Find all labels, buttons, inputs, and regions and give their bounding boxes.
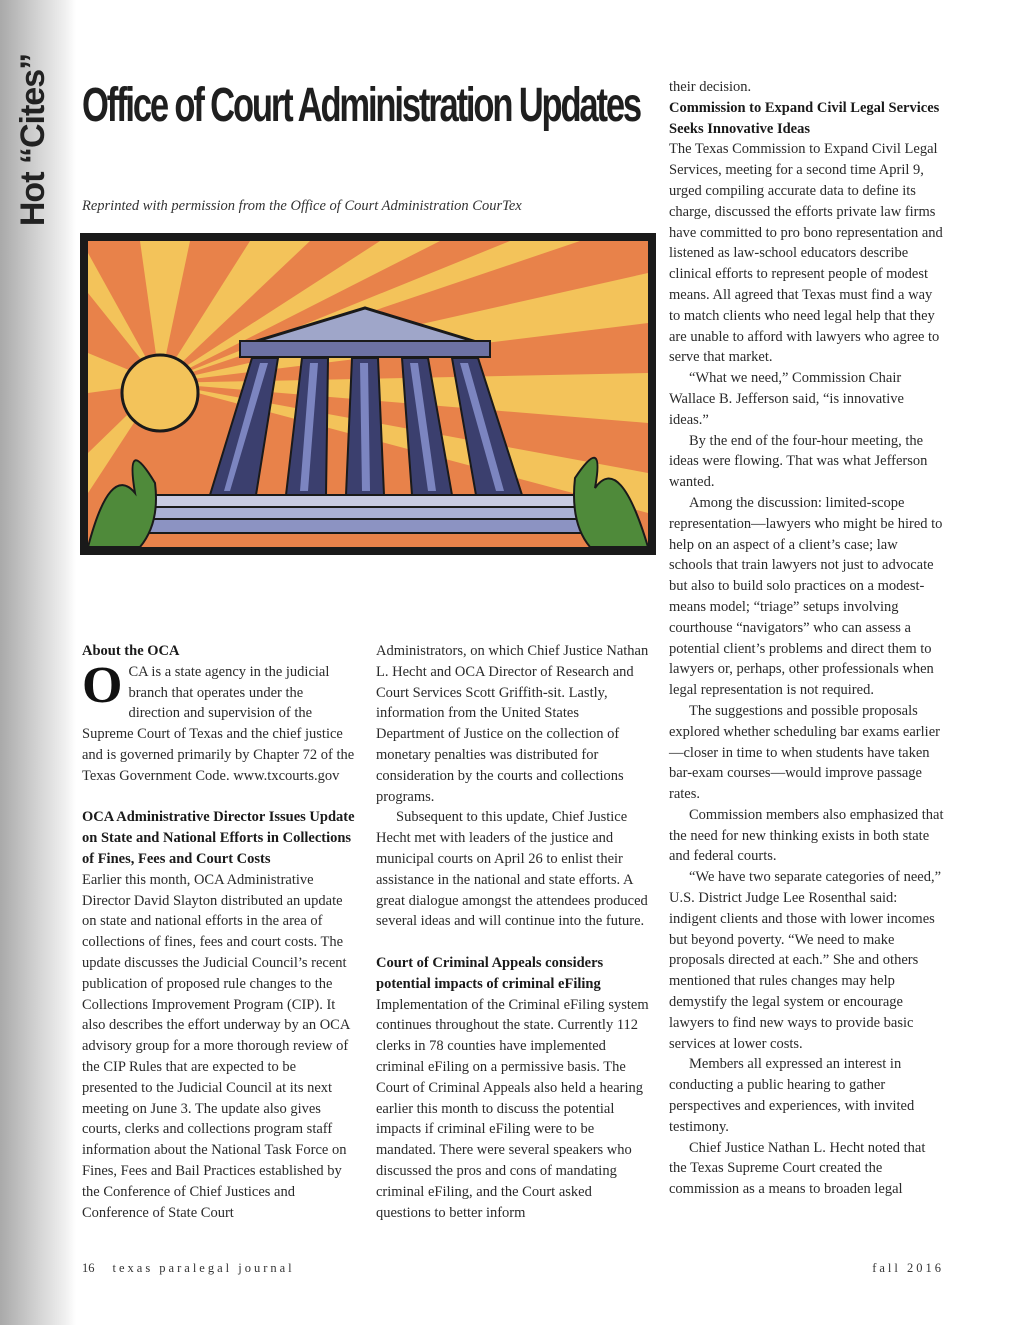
paragraph-administrators: Administrators, on which Chief Justice Nathan L. Hecht and OCA Director of Research and Court Services Scott Griffith-sit. Lastly, information from the United States Department of Justice on the collection of monetary penalties was distributed for consideration by the courts and collections programs. (376, 643, 649, 805)
heading-criminal-efiling: Court of Criminal Appeals considers potential impacts of criminal eFiling (376, 954, 604, 992)
column-1 (82, 641, 355, 1223)
drop-cap: O (82, 656, 123, 714)
paragraph-about-oca (82, 656, 355, 787)
paragraph-suggestions: The suggestions and possible proposals explored whether scheduling bar exams earlier—closer in time to when students have taken bar-exam courses—would improve passage rates. (669, 702, 940, 803)
reprint-note: Reprinted with permission from the Office of Court Administration CourTex (82, 198, 522, 214)
footer-left (82, 1261, 295, 1276)
heading-oca-update: OCA Administrative Director Issues Update on State and National Efforts in Collections of Fines, Fees and Court Costs (82, 809, 355, 867)
courthouse-sunburst-illustration (80, 233, 656, 555)
paragraph-their-decision: their decision. (669, 79, 752, 95)
side-tab-label: Hot “Cites” (14, 53, 52, 227)
paragraph-quote: “What we need,” Commission Chair Wallace B. Jefferson said, “is innovative ideas.” (669, 370, 904, 428)
heading-commission: Commission to Expand Civil Legal Services Seeks Innovative Ideas (669, 99, 940, 137)
paragraph-commission: The Texas Commission to Expand Civil Legal Services, meeting for a second time April 9, urged compiling accurate data to define its charge, discussed the efforts private law firms have committed to pro bono representation and listened as law-school educators describe clinical efforts to represent people of modest means. All agreed that Texas must find a way to match clients who need legal help that they are unable to afford with lawyers who agree to serve that market. (669, 141, 943, 366)
paragraph-subsequent: Subsequent to this update, Chief Justice Hecht met with leaders of the justice and municipal courts on April 26 to enlist their assistance in the national and state efforts. A great dialogue amongst the attendees produced several ideas and will continue into the future. (376, 809, 648, 930)
paragraph-efiling: Implementation of the Criminal eFiling system continues throughout the state. Currently 112 clerks in 78 counties have implemented criminal eFiling on a permissive basis. The Court of Criminal Appeals also held a hearing earlier this month to discuss the potential impacts if criminal eFiling were to be mandated. There were several speakers who discussed the pros and cons of mandating criminal eFiling, and the Court asked questions to better inform (376, 996, 649, 1221)
paragraph-discussion: Among the discussion: limited-scope representation—lawyers who might be hired to help on an aspect of a client’s case; law schools that train lawyers not just to advocate but also to build solo practices on a modest-means model; “triage” setups involving courthouse “navigators” who can assess a potential client’s problems and direct them to lawyers or, perhaps, other professionals when legal representation is not required. (669, 494, 943, 699)
paragraph-text: CA is a state agency in the judicial branch that operates under the direction and supervision of the Supreme Court of Texas and the chief justice and is governed primarily by Chapter 72 of the Texas Government Code. www.txcourts.gov (82, 663, 355, 784)
article-title: Office of Court Administration Updates (82, 79, 640, 132)
paragraph-hecht: Chief Justice Nathan L. Hecht noted that the Texas Supreme Court created the commission as a means to broaden legal (669, 1139, 926, 1198)
journal-name: texas paralegal journal (112, 1261, 295, 1275)
paragraph-oca-update: Earlier this month, OCA Administrative Director David Slayton distributed an update on state and national efforts in the area of collections of fines, fees and court costs. The update discusses the Judicial Council’s recent publication of proposed rule changes to the Collections Improvement Program (CIP). It also describes the effort underway by an OCA advisory group for a more thorough review of the CIP Rules that are expected to be presented to the Judicial Council at its next meeting on June 3. The update also gives courts, clerks and collections program staff information about the National Task Force on Fines, Fees and Bail Practices established by the Conference of Chief Justices and Conference of State Court (82, 871, 350, 1221)
paragraph-hearing: Members all expressed an interest in conducting a public hearing to gather perspectives and experiences, with invited testimony. (669, 1056, 915, 1135)
issue-date: fall 2016 (872, 1261, 944, 1275)
paragraph-rosenthal: “We have two separate categories of need,” U.S. District Judge Lee Rosenthal said: indigent clients and those with lower incomes but beyond poverty. “We need to make proposals directed at each.” She and others mentioned that rules changes may help demystify the legal system or encourage lawyers to find new ways to provide basic services at lower costs. (669, 869, 942, 1052)
column-2 (376, 641, 650, 1223)
paragraph-members: Commission members also emphasized that the need for new thinking exists in both state and federal courts. (669, 806, 944, 865)
heading-about-oca: About the OCA (82, 643, 180, 659)
page-number: 16 (82, 1261, 95, 1275)
column-3 (669, 77, 944, 1200)
paragraph-meeting: By the end of the four-hour meeting, the ideas were flowing. That was what Jefferson wanted. (669, 432, 928, 491)
side-tab (0, 0, 76, 1325)
